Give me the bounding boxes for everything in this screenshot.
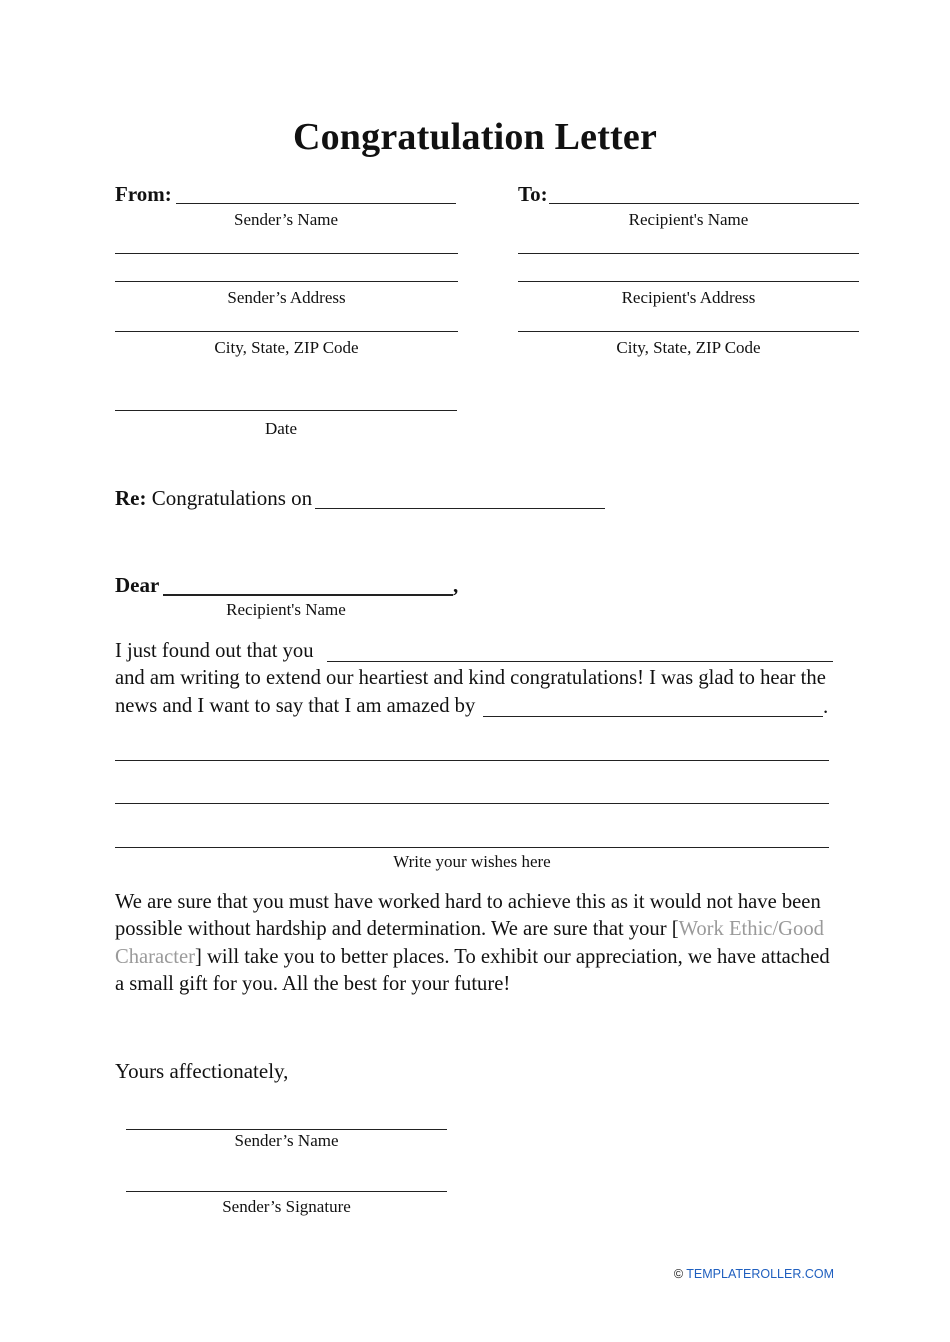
amazed-by-period: . <box>823 694 829 718</box>
body-p2-part1: We are sure that you must have worked hard to achieve this as it would not have been possible without hardship and determination. We are sure that your [ <box>115 891 821 941</box>
date-line[interactable] <box>115 410 457 411</box>
dear-name-caption: Recipient's Name <box>226 600 346 619</box>
body-paragraph-2 <box>115 889 840 998</box>
recipient-city-caption: City, State, ZIP Code <box>616 338 761 357</box>
recipient-city-line[interactable] <box>518 331 859 332</box>
sender-address-caption: Sender’s Address <box>227 288 346 307</box>
signature-line[interactable] <box>126 1191 447 1192</box>
re-text: Congratulations on <box>151 486 313 510</box>
wishes-line-3[interactable] <box>115 847 829 848</box>
copyright-symbol: © <box>673 1267 684 1281</box>
closing-name-line[interactable] <box>126 1129 447 1130</box>
recipient-name-line[interactable] <box>549 203 859 204</box>
wishes-line-1[interactable] <box>115 760 829 761</box>
wishes-line-2[interactable] <box>115 803 829 804</box>
amazed-by-line[interactable] <box>483 716 823 717</box>
dear-name-line[interactable] <box>163 594 453 596</box>
sender-name-line[interactable] <box>176 203 456 204</box>
recipient-address-caption: Recipient's Address <box>621 288 756 307</box>
body-p1-line3: news and I want to say that I am amazed by <box>115 694 476 717</box>
footer <box>674 1266 834 1282</box>
dear-label: Dear <box>115 573 160 597</box>
wishes-caption: Write your wishes here <box>393 852 551 871</box>
sender-address-line-1[interactable] <box>115 253 458 254</box>
page-title: Congratulation Letter <box>292 116 658 158</box>
re-line <box>115 486 312 510</box>
to-label: To: <box>518 182 548 206</box>
date-caption: Date <box>264 419 298 438</box>
footer-brand-link[interactable]: TEMPLATEROLLER.COM <box>686 1267 834 1281</box>
dear-comma: , <box>453 573 459 597</box>
from-label: From: <box>115 182 172 206</box>
sender-city-line[interactable] <box>115 331 458 332</box>
congratulations-subject-line[interactable] <box>315 508 605 509</box>
sender-name-caption: Sender’s Name <box>233 210 339 229</box>
recipient-name-caption: Recipient's Name <box>628 210 749 229</box>
re-label: Re: <box>115 486 147 510</box>
sender-city-caption: City, State, ZIP Code <box>214 338 359 357</box>
found-out-line[interactable] <box>327 661 833 662</box>
recipient-address-line-1[interactable] <box>518 253 859 254</box>
work-ethic-placeholder[interactable]: Work Ethic/Good Character <box>115 918 824 968</box>
body-p2-part2: ] will take you to better places. To exhibit our appreciation, we have attached a small gift for you. All the best for your future! <box>115 945 830 995</box>
closing-name-caption: Sender’s Name <box>234 1131 339 1150</box>
closing-text: Yours affectionately, <box>115 1059 289 1083</box>
sender-address-line-2[interactable] <box>115 281 458 282</box>
body-paragraph-1 <box>115 638 840 720</box>
signature-caption: Sender’s Signature <box>222 1197 351 1216</box>
body-p1-line2: and am writing to extend our heartiest and kind congratulations! I was glad to hear the <box>115 667 826 690</box>
body-p1-start: I just found out that you <box>115 640 314 662</box>
recipient-address-line-2[interactable] <box>518 281 859 282</box>
